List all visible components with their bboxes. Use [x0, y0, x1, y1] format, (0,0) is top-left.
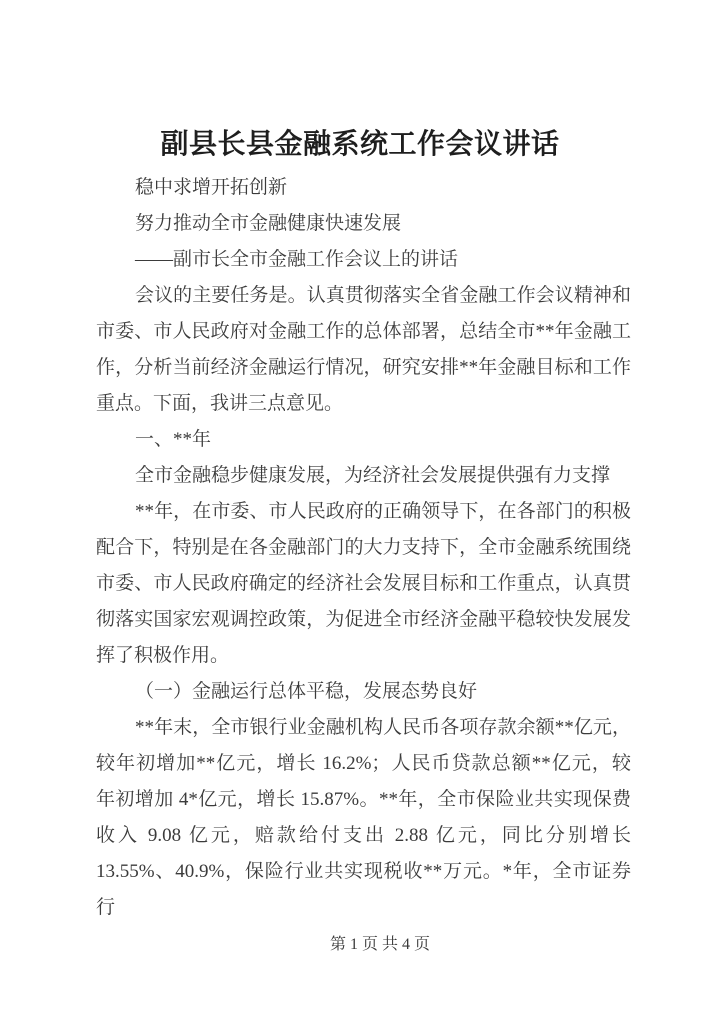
- body-line: 挥了积极作用。: [96, 645, 230, 666]
- body-lines: [96, 170, 631, 918]
- body-line: 13.55%、40.9%，保险行业共实现税收**万元。*年，全市证券行: [96, 861, 631, 918]
- document-title: 副县长县金融系统工作会议讲话: [160, 129, 560, 160]
- body-line: 年初增加 4*亿元，增长 15.87%。**年，全市保险业共实现保费: [96, 789, 631, 810]
- body-line: ——副市长全市金融工作会议上的讲话: [135, 249, 459, 270]
- body-line: 配合下，特别是在各金融部门的大力支持下，全市金融系统围绕: [96, 537, 631, 558]
- body-line: 彻落实国家宏观调控政策，为促进全市经济金融平稳较快发展发: [96, 609, 631, 630]
- page-number: 第 1 页 共 4 页: [329, 936, 430, 953]
- page-footer: [20, 934, 720, 956]
- body-line: 市委、市人民政府对金融工作的总体部署，总结全市**年金融工: [96, 321, 631, 342]
- body-line: 努力推动全市金融健康快速发展: [135, 213, 402, 234]
- body-line: **年，在市委、市人民政府的正确领导下，在各部门的积极: [135, 501, 631, 522]
- body-line: 市委、市人民政府确定的经济社会发展目标和工作重点，认真贯: [96, 573, 631, 594]
- body-line: **年末，全市银行业金融机构人民币各项存款余额**亿元，: [135, 717, 631, 738]
- body-line: 重点。下面，我讲三点意见。: [96, 393, 344, 414]
- body-line: 作，分析当前经济金融运行情况，研究安排**年金融目标和工作: [96, 357, 631, 378]
- body-line: 收入 9.08 亿元，赔款给付支出 2.88 亿元，同比分别增长: [96, 825, 631, 846]
- body-line: 一、**年: [135, 429, 212, 450]
- body-line: 全市金融稳步健康发展，为经济社会发展提供强有力支撑: [135, 465, 611, 486]
- body-line: 较年初增加**亿元，增长 16.2%；人民币贷款总额**亿元，较: [96, 753, 631, 774]
- body-line: （一）金融运行总体平稳，发展态势良好: [135, 681, 478, 702]
- body-line: 会议的主要任务是。认真贯彻落实全省金融工作会议精神和: [135, 285, 631, 306]
- body-line: 稳中求增开拓创新: [135, 177, 288, 198]
